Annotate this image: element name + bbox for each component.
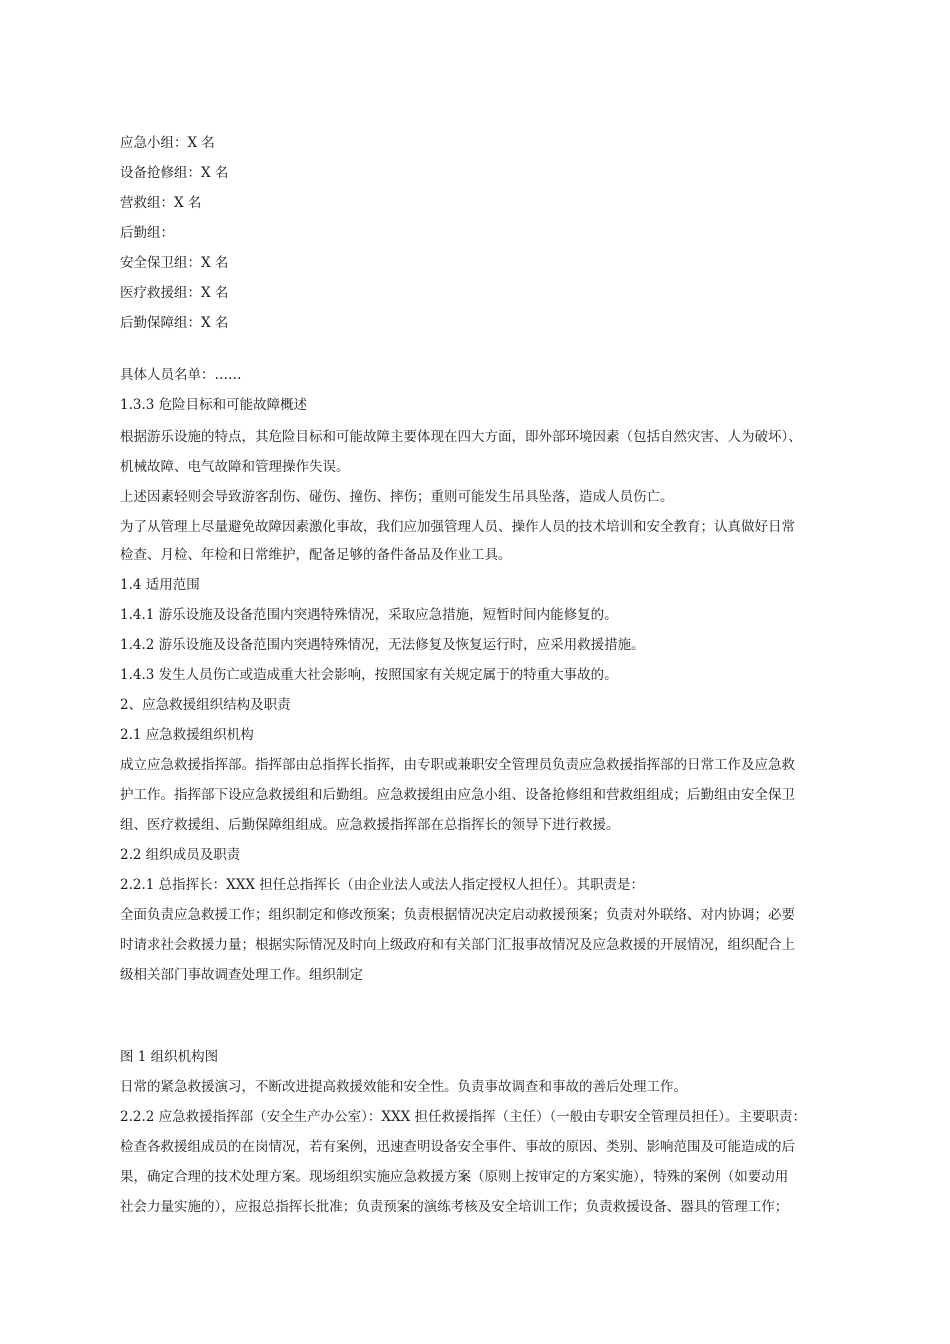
paragraph-line: 果，确定合理的技术处理方案。现场组织实施应急救援方案（原则上按审定的方案实施），特殊的案例（如要动用 — [120, 1169, 789, 1185]
text-line-support-team: 后勤保障组：X 名 — [120, 315, 229, 331]
section-item-1-4-3: 1.4.3 发生人员伤亡或造成重大社会影响，按照国家有关规定属于的特重大事故的。 — [120, 667, 618, 683]
paragraph-line: 护工作。指挥部下设应急救援组和后勤组。应急救援组由应急小组、设备抢修组和营救组组成；后勤组由安全保卫 — [120, 787, 795, 803]
paragraph-line: 上述因素轻则会导致游客刮伤、碰伤、撞伤、摔伤；重则可能发生吊具坠落，造成人员伤亡。 — [120, 489, 674, 505]
text-line-emergency-team: 应急小组：X 名 — [120, 135, 215, 151]
section-heading-1-4: 1.4 适用范围 — [120, 577, 200, 593]
section-heading-2-1: 2.1 应急救援组织机构 — [120, 727, 254, 743]
section-heading-2: 2、应急救援组织结构及职责 — [120, 697, 291, 713]
paragraph-line: 日常的紧急救援演习，不断改进提高救援效能和安全性。负责事故调查和事故的善后处理工作。 — [120, 1079, 687, 1095]
section-item-2-2-2: 2.2.2 应急救援指挥部（安全生产办公室）：XXX 担任救援指挥（主任）（一般由专职安全管理员担任）。主要职责： — [120, 1109, 807, 1125]
paragraph-line: 检查、月检、年检和日常维护，配备足够的备件备品及作业工具。 — [120, 547, 512, 563]
text-line-repair-team: 设备抢修组：X 名 — [120, 165, 229, 181]
text-line-medical-team: 医疗救援组：X 名 — [120, 285, 229, 301]
section-heading-2-2: 2.2 组织成员及职责 — [120, 847, 241, 863]
paragraph-line: 社会力量实施的），应报总指挥长批准；负责预案的演练考核及安全培训工作；负责救援设备、器具的管理工作； — [120, 1199, 789, 1215]
section-item-1-4-2: 1.4.2 游乐设施及设备范围内突遇特殊情况，无法修复及恢复运行时，应采用救援措施。 — [120, 637, 645, 653]
section-item-2-2-1: 2.2.1 总指挥长：XXX 担任总指挥长（由企业法人或法人指定授权人担任）。其职责是： — [120, 877, 645, 893]
paragraph-line: 时请求社会救援力量；根据实际情况及时向上级政府和有关部门汇报事故情况及应急救援的开展情况，组织配合上 — [120, 937, 795, 953]
paragraph-line: 根据游乐设施的特点，其危险目标和可能故障主要体现在四大方面，即外部环境因素（包括自然灾害、人为破坏）、 — [120, 429, 802, 445]
text-line-personnel-list: 具体人员名单：…… — [120, 367, 242, 383]
paragraph-line: 全面负责应急救援工作；组织制定和修改预案；负责根据情况决定启动救援预案；负责对外联络、对内协调；必要 — [120, 907, 795, 923]
paragraph-line: 为了从管理上尽量避免故障因素激化事故，我们应加强管理人员、操作人员的技术培训和安全教育；认真做好日常 — [120, 519, 795, 535]
text-line-rescue-team: 营救组：X 名 — [120, 195, 202, 211]
figure-caption: 图 1 组织机构图 — [120, 1049, 219, 1065]
text-line-security-team: 安全保卫组：X 名 — [120, 255, 229, 271]
paragraph-line: 成立应急救援指挥部。指挥部由总指挥长指挥，由专职或兼职安全管理员负责应急救援指挥部的日常工作及应急救 — [120, 757, 795, 773]
paragraph-line: 组、医疗救援组、后勤保障组组成。应急救援指挥部在总指挥长的领导下进行救援。 — [120, 817, 620, 833]
paragraph-line: 检查各救援组成员的在岗情况，若有案例，迅速查明设备安全事件、事故的原因、类别、影响范围及可能造成的后 — [120, 1139, 795, 1155]
paragraph-line: 机械故障、电气故障和管理操作失误。 — [120, 459, 350, 475]
section-item-1-4-1: 1.4.1 游乐设施及设备范围内突遇特殊情况，采取应急措施，短暂时间内能修复的。 — [120, 607, 618, 623]
text-line-logistics-group: 后勤组： — [120, 225, 174, 241]
paragraph-line: 级相关部门事故调查处理工作。组织制定 — [120, 967, 363, 983]
section-heading-1-3-3: 1.3.3 危险目标和可能故障概述 — [120, 397, 308, 413]
